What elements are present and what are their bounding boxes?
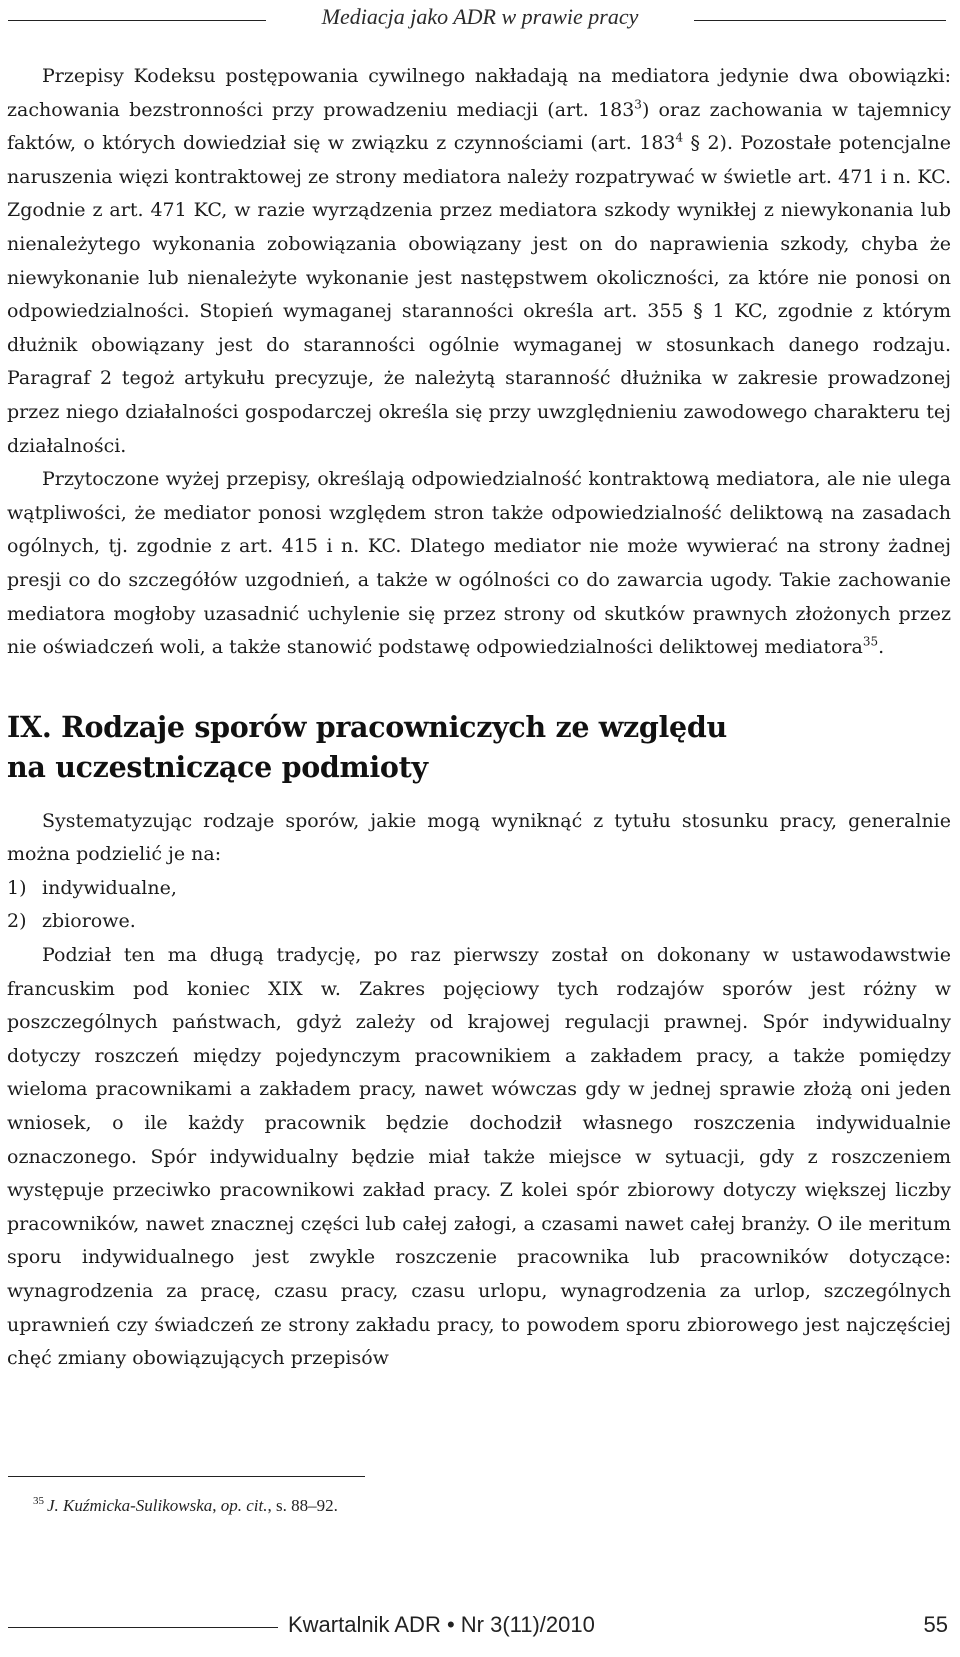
paragraph-2 — [7, 463, 951, 665]
footnote-author: J. Kuźmicka-Sulikowska — [47, 1496, 213, 1515]
list-item-text: indywidualne, — [42, 876, 177, 899]
superscript-3: 3 — [634, 97, 642, 112]
footnote-rule — [8, 1476, 365, 1477]
paragraph-1-text-b: ) oraz zachowania w tajemnicy faktów, o których dowiedział się w związku z czynnościami (art. 183 — [7, 98, 952, 155]
footnote-separator: , — [212, 1496, 221, 1515]
paragraph-4: Podział ten ma długą tradycję, po raz pierwszy został on dokonany w ustawodawstwie francuskim pod koniec XIX w. Zakres pojęciowy tych rodzajów sporów jest różny w poszczególnych państwach, gdyż zależy od krajowej regulacji prawnej. Spór indywidualny dotyczy roszczeń między pojedynczym pracownikiem a zakładem pracy, a także pomiędzy wieloma pracownikami a zakładem pracy, nawet wówczas gdy w jednej sprawie złożą oni jeden wniosek, o ile każdy pracownik będzie dochodził własnego roszczenia indywidualnie oznaczonego. Spór indywidualny będzie miał także miejsce w sytuacji, gdy z roszczeniem występuje przeciwko pracownikowi zakład pracy. Z kolei spór zbiorowy dotyczy większej liczby pracowników, nawet znacznej części lub całej załogi, a czasami nawet całej branży. O ile meritum sporu indywidualnego jest zwykle roszczenie pracownika lub pracowników dotyczące: wynagrodzenia za pracę, czasu pracy, czasu urlopu, wynagrodzenia za urlop, szczególnych uprawnień czy świadczeń ze strony zakładu pracy, to powodem sporu zbiorowego jest najczęściej chęć zmiany obowiązujących przepisów — [7, 944, 951, 1370]
header-rule-left — [8, 20, 266, 21]
footnote-35 — [33, 1494, 913, 1518]
section-heading-line-2: na uczestniczące podmioty — [7, 749, 428, 784]
header-rule-right — [694, 20, 946, 21]
page-footer — [0, 1606, 960, 1646]
paragraph-2-end: . — [878, 636, 885, 659]
paragraph-3: Systematyzując rodzaje sporów, jakie mogą wyniknąć z tytułu stosunku pracy, generalnie można podzielić je na: — [7, 809, 951, 866]
page-number: 55 — [923, 1612, 948, 1637]
list-item — [7, 872, 951, 906]
footnote-reference: op. cit. — [220, 1496, 268, 1515]
list-item-number: 1) — [7, 876, 27, 899]
running-title: Mediacja jako ADR w prawie pracy — [321, 4, 639, 29]
section-heading-line-1: IX. Rodzaje sporów pracowniczych ze względu — [7, 709, 727, 744]
running-header — [0, 0, 960, 40]
paragraph-1-text-c: § 2). Pozostałe potencjalne naruszenia więzi kontraktowej ze strony mediatora należy rozpatrywać w świetle art. 471 i n. KC. Zgodnie z art. 471 KC, w razie wyrządzenia przez mediatora szkody wynikłej z niewykonania lub nienależytego wykonania zobowiązania obowiązany jest on do naprawienia szkody, chyba że niewykonanie lub nienależyte wykonanie jest następstwem okoliczności, za które nie ponosi on odpowiedzialności. Stopień wymaganej staranności określa art. 355 § 1 KC, zgodnie z którym dłużnik obowiązany jest do staranności ogólnie wymaganej w stosunkach danego rodzaju. Paragraf 2 tegoż artykułu precyzuje, że należytą staranność dłużnika w zakresie prowadzonej przez niego działalności gospodarczej określa się przy uwzględnieniu zawodowego charakteru tej działalności. — [7, 132, 951, 457]
list-item — [7, 905, 951, 939]
paragraph-2-text: Przytoczone wyżej przepisy, określają odpowiedzialność kontraktową mediatora, ale nie ulega wątpliwości, że mediator ponosi względem stron także odpowiedzialność deliktową na zasadach ogólnych, tj. zgodnie z art. 415 i n. KC. Dlatego mediator nie może wywierać na strony żadnej presji co do szczegółów uzgodnień, a także w ogólności co do zawarcia ugody. Takie zachowanie mediatora mogłoby uzasadnić uchylenie się przez strony od skutków prawnych złożonych przez nie oświadczeń woli, a także stanowić podstawę odpowiedzialności deliktowej mediatora — [7, 468, 951, 659]
paragraph-1-text-a: Przepisy Kodeksu postępowania cywilnego nakładają na mediatora jedynie dwa obowiązki: zachowania bezstronności przy prowadzeniu mediacji (art. 183 — [7, 65, 951, 121]
page-body — [7, 60, 951, 1376]
footnote-number: 35 — [33, 1495, 44, 1508]
journal-name: Kwartalnik ADR • Nr 3(11)/2010 — [288, 1612, 595, 1637]
paragraph-1 — [7, 60, 951, 463]
footnote-pages: , s. 88–92. — [267, 1496, 338, 1515]
dispute-types-list — [7, 872, 951, 939]
section-heading — [7, 707, 951, 787]
list-item-number: 2) — [7, 910, 27, 933]
list-item-text: zbiorowe. — [42, 910, 136, 933]
footnote-ref-35: 35 — [862, 634, 879, 649]
superscript-4: 4 — [675, 130, 684, 145]
footer-rule — [8, 1627, 278, 1628]
